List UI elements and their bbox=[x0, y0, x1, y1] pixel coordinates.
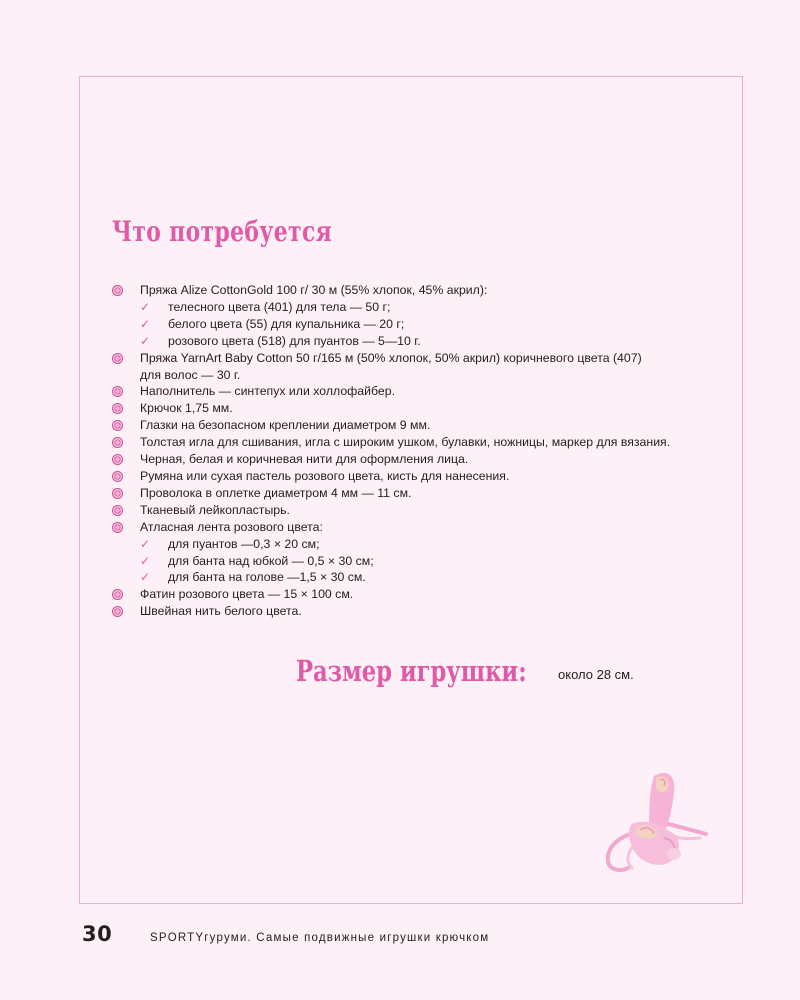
materials-text: Толстая игла для сшивания, игла с широким ушком, булавки, ножницы, маркер для вязания. bbox=[140, 435, 671, 450]
pink-dot-icon bbox=[112, 386, 123, 397]
materials-item bbox=[112, 400, 737, 417]
checkmark-icon: ✓ bbox=[140, 299, 151, 314]
materials-text: белого цвета (55) для купальника — 20 г; bbox=[168, 316, 405, 331]
materials-item bbox=[112, 350, 737, 367]
materials-text: розового цвета (518) для пуантов — 5—10 г. bbox=[168, 333, 421, 348]
checkmark-icon: ✓ bbox=[140, 316, 151, 331]
pink-dot-icon bbox=[112, 589, 123, 600]
materials-item bbox=[112, 282, 737, 299]
materials-text: Наполнитель — синтепух или холлофайбер. bbox=[140, 384, 395, 399]
checkmark-icon: ✓ bbox=[140, 536, 151, 551]
pink-dot-icon bbox=[112, 403, 123, 414]
materials-text: Румяна или сухая пастель розового цвета, кисть для нанесения. bbox=[140, 468, 510, 483]
materials-text: Крючок 1,75 мм. bbox=[140, 401, 233, 416]
materials-text: Пряжа YarnArt Baby Cotton 50 г/165 м (50% хлопок, 50% акрил) коричневого цвета (407) bbox=[140, 350, 642, 365]
materials-text: Атласная лента розового цвета: bbox=[140, 519, 323, 534]
materials-item bbox=[112, 451, 737, 468]
materials-item bbox=[112, 485, 737, 502]
pink-dot-icon bbox=[112, 522, 123, 533]
pink-dot-icon bbox=[112, 353, 123, 364]
checkmark-icon: ✓ bbox=[140, 333, 151, 348]
pink-dot-icon bbox=[112, 606, 123, 617]
section-heading: Что потребуется bbox=[112, 215, 333, 248]
materials-text: Тканевый лейкопластырь. bbox=[140, 502, 290, 517]
materials-item bbox=[112, 502, 737, 519]
materials-subitem bbox=[112, 316, 737, 333]
toy-size-label: Размер игрушки: bbox=[296, 654, 527, 688]
checkmark-icon: ✓ bbox=[140, 570, 151, 585]
materials-text: Пряжа Alize CottonGold 100 г/ 30 м (55% хлопок, 45% акрил): bbox=[140, 283, 488, 297]
toy-size-value: около 28 см. bbox=[558, 667, 634, 682]
materials-text: для пуантов —0,3 × 20 см; bbox=[168, 536, 320, 551]
materials-item bbox=[112, 434, 737, 451]
pink-dot-icon bbox=[112, 488, 123, 499]
materials-item bbox=[112, 417, 737, 434]
materials-subitem bbox=[112, 333, 737, 350]
pink-dot-icon bbox=[112, 437, 123, 448]
materials-subitem bbox=[112, 299, 737, 316]
materials-text: для банта на голове —1,5 × 30 см. bbox=[168, 570, 366, 585]
pointe-shoes-illustration bbox=[598, 764, 710, 876]
book-title: SPORTYгуруми. Самые подвижные игрушки крючком bbox=[150, 932, 490, 944]
checkmark-icon: ✓ bbox=[140, 553, 151, 568]
materials-text: для волос — 30 г. bbox=[140, 367, 241, 382]
materials-subitem bbox=[112, 553, 737, 570]
pink-dot-icon bbox=[112, 420, 123, 431]
pink-dot-icon bbox=[112, 285, 123, 296]
materials-item bbox=[112, 603, 737, 620]
materials-text: для банта над юбкой — 0,5 × 30 см; bbox=[168, 553, 374, 568]
materials-list bbox=[112, 282, 737, 620]
toy-size bbox=[296, 654, 634, 688]
materials-text: Проволока в оплетке диаметром 4 мм — 11 см. bbox=[140, 485, 412, 500]
materials-item bbox=[112, 519, 737, 536]
page-number: 30 bbox=[82, 922, 113, 946]
materials-item bbox=[112, 468, 737, 485]
materials-text: телесного цвета (401) для тела — 50 г; bbox=[168, 299, 391, 314]
pink-dot-icon bbox=[112, 471, 123, 482]
materials-text: Фатин розового цвета — 15 × 100 см. bbox=[140, 587, 354, 602]
materials-text: Швейная нить белого цвета. bbox=[140, 604, 302, 619]
materials-item bbox=[112, 383, 737, 400]
materials-subitem bbox=[112, 569, 737, 586]
materials-item-continued bbox=[112, 367, 737, 384]
pink-dot-icon bbox=[112, 454, 123, 465]
materials-text: Глазки на безопасном креплении диаметром 9 мм. bbox=[140, 418, 431, 433]
materials-subitem bbox=[112, 536, 737, 553]
materials-text: Черная, белая и коричневая нити для оформления лица. bbox=[140, 452, 469, 467]
materials-item bbox=[112, 586, 737, 603]
pink-dot-icon bbox=[112, 505, 123, 516]
